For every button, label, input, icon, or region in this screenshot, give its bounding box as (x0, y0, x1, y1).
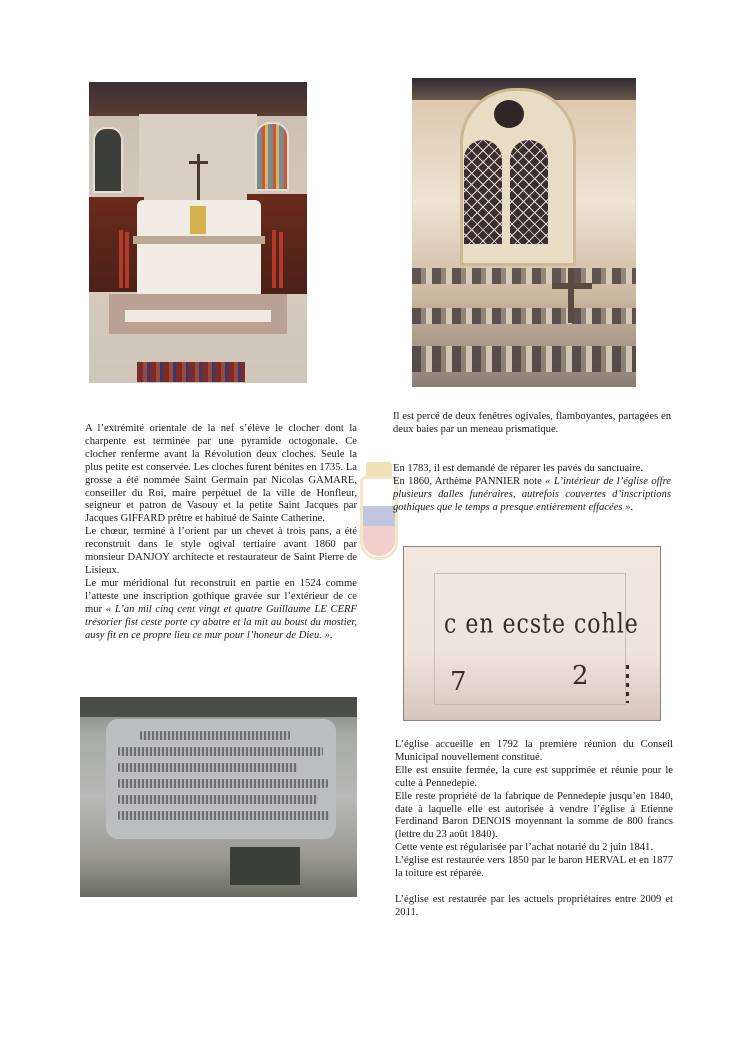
sanctuary-paragraph: En 1783, il est demandé de réparer les pavés du sanctuaire. En 1860, Arthème PANNIER note « L’intérieur de l’église offre plusieurs dalles funéraires, autrefois couvertes d’inscriptions gothiques que le temps a presque entièrement effacées ». (393, 462, 671, 513)
ceiling (89, 82, 307, 116)
flint-band (412, 268, 636, 284)
left-window (93, 127, 123, 193)
stained-glass-window (255, 122, 289, 191)
window-lancet-right (510, 140, 548, 244)
altar-photo (89, 82, 307, 383)
gothic-inscription-text: c en ecste cohle (444, 608, 639, 641)
dark-stone (230, 847, 300, 885)
inscription-dots (626, 665, 629, 703)
wall-stones-top (80, 697, 357, 717)
pannier-quote: « L’intérieur de l’église offre plusieurs dalles funéraires, autrefois couvertes d’inscriptions gothiques que le temps a presque entièrement effacées » (393, 475, 671, 513)
wood-paneling-left (89, 197, 144, 292)
candle (125, 232, 129, 288)
tabernacle (190, 206, 206, 234)
history-paragraph: Elle est ensuite fermée, la cure est supprimée et réunie pour le culte à Pennedepie. (395, 764, 673, 789)
candle (272, 230, 276, 288)
south-wall-paragraph: Le mur méridional fut reconstruit en partie en 1524 comme l’atteste une inscription gothique gravée sur l’extérieur de ce mur « L’an mil cinq cent vingt et quatre Guillaume LE CERF trésorier fist ceste porte cy abatre et la mit au boust du mostier, ausy fit en ce propre lieu ce mur pour l’honeur de Dieu. ». (85, 577, 358, 641)
history-paragraph: L’église est restaurée vers 1850 par le baron HERVAL et en 1877 la toiture est réparée. (395, 855, 673, 880)
wall-cross-icon (568, 268, 574, 323)
windows-paragraph: Il est percé de deux fenêtres ogivales, flamboyantes, partagées en deux baies par un meneau prismatique. (393, 411, 671, 435)
history-paragraph: L’église accueille en 1792 la première réunion du Conseil Municipal nouvellement constitué. (395, 739, 673, 763)
window-lancet-left (464, 140, 502, 244)
right-column-text-top (393, 411, 671, 514)
inscription-mark: 2 (572, 661, 589, 691)
engraved-line (118, 747, 323, 756)
history-paragraph: Elle reste propriété de la fabrique de Pennedepie jusqu’en 1840, date à laquelle elle est autorisée à vendre l’église à Etienne Ferdinand Baron DENOIS moyennant la somme de 800 francs (lettre du 23 août 1840). (395, 790, 673, 841)
left-column-text (85, 423, 357, 642)
shield-blue-chief (363, 506, 395, 526)
engraved-line (118, 763, 298, 772)
inscription-quote: « L’an mil cinq cent vingt et quatre Guillaume LE CERF trésorier fist ceste porte cy abatre et la mit au boust du mostier, ausy fit en ce propre lieu ce mur pour l’honeur de Dieu. » (85, 603, 358, 641)
gothic-window-photo (412, 78, 636, 387)
inscription-slab-photo (403, 546, 661, 721)
flint-band (412, 308, 636, 324)
wall-cross-bar (552, 283, 592, 289)
choir-paragraph: Le chœur, terminé à l’orient par un chevet à trois pans, a été reconstruit dans le style ogival tertiaire avant 1860 par monsieur DANJOY architecte et restaurateur de Saint Pierre de Lisieux. (85, 526, 357, 576)
rug (137, 362, 245, 382)
candle (119, 230, 123, 288)
altar-table (133, 236, 265, 244)
candle (279, 232, 283, 288)
right-column-text-bottom (395, 739, 673, 920)
engraved-line (118, 795, 318, 804)
tracery-quatrefoil (494, 100, 524, 128)
crucifix-bar (189, 161, 208, 164)
restoration-paragraph: L’église est restaurée par les actuels propriétaires entre 2009 et 2011. (395, 893, 673, 918)
engraved-line (118, 779, 328, 788)
altar-step-edge (125, 310, 271, 322)
inscription-mark: 7 (450, 667, 467, 697)
engraved-line (118, 811, 330, 820)
history-paragraph: Cette vente est régularisée par l’achat notarié du 2 juin 1841. (395, 842, 653, 854)
engraved-line (140, 731, 290, 740)
flint-band (412, 346, 636, 372)
gothic-plaque-photo (80, 697, 357, 897)
bell-tower-paragraph: A l’extrémité orientale de la nef s’élève le clocher dont la charpente est terminée par une pyramide octogonale. Ce clocher renferme avant la Révolution deux cloches. Seule la plus petite est conservée. Les cloches furent bénites en 1735. La grosse a été nommée Saint Germain par Nicolas GAMARE, conseiller du Roi, maire perpétuel de la ville de Honfleur, seigneur et patron de Vasouy et la petite Saint Jacques par Jacques GIFFARD prêtre et habitué de Sainte Catherine. (85, 423, 357, 525)
